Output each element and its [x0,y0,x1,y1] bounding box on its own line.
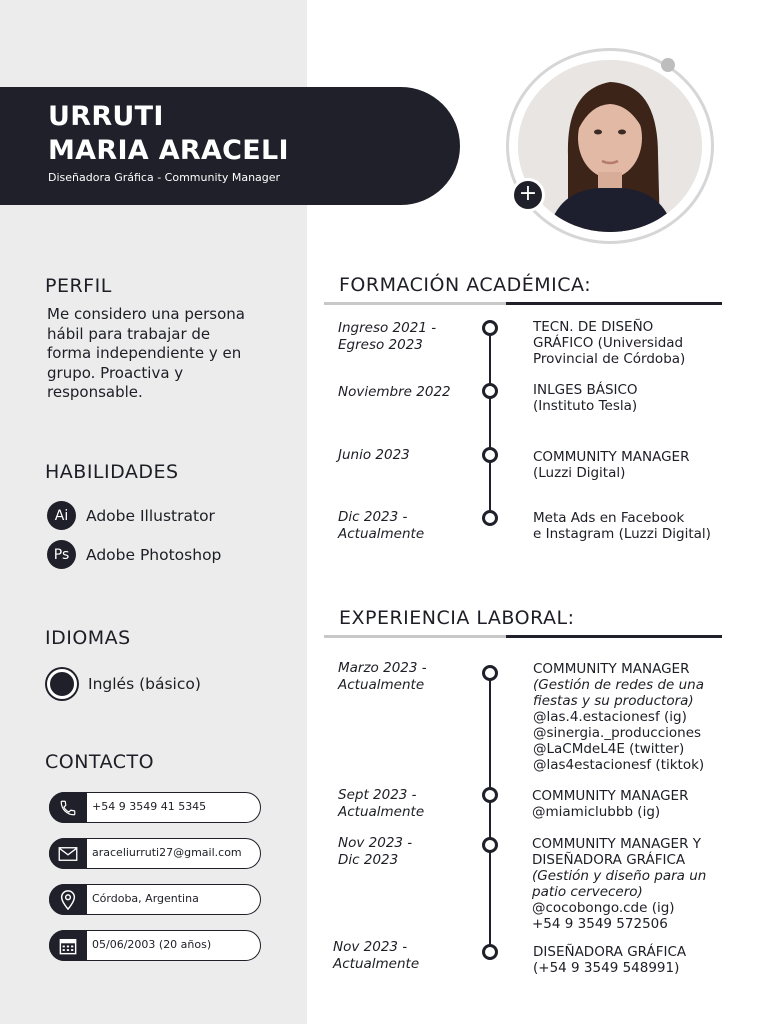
timeline-node [482,510,498,526]
contact-birthdate-text: 05/06/2003 (20 años) [92,938,212,951]
timeline-line [489,672,491,952]
contact-email-text: araceliurruti27@gmail.com [92,846,242,859]
language-item [47,669,201,699]
mail-icon [49,838,87,869]
experiencia-heading: EXPERIENCIA LABORAL: [339,607,575,629]
calendar-icon [49,930,87,961]
timeline-node [482,383,498,399]
formacion-entry: TECN. DE DISEÑO GRÁFICO (Universidad Provincial de Córdoba) [533,319,686,367]
contact-phone-text: +54 9 3549 41 5345 [92,800,207,813]
experiencia-entry: DISEÑADORA GRÁFICA (+54 9 3549 548991) [533,944,687,976]
contact-birthdate [49,930,261,961]
experiencia-entry: COMMUNITY MANAGER (Gestión de redes de una fiestas y su productora) @las.4.estacionesf (ig) @sinergia._producciones @LaCMdeL4E (twitter) @las4estacionesf (tiktok) [533,661,705,773]
contact-location-text: Córdoba, Argentina [92,892,199,905]
formacion-date: Junio 2023 [338,447,410,463]
job-subtitle: Diseñadora Gráfica - Community Manager [48,171,281,184]
timeline-line [489,328,491,518]
contact-email [49,838,261,869]
photoshop-icon: Ps [47,540,76,569]
experiencia-date: Sept 2023 - Actualmente [338,787,425,820]
profile-photo [518,60,702,232]
experiencia-entry: COMMUNITY MANAGER @miamiclubbb (ig) [532,788,689,820]
section-rule [324,635,506,638]
photo-decor-dot [661,58,675,72]
formacion-date: Noviembre 2022 [338,384,451,400]
formacion-date: Ingreso 2021 - Egreso 2023 [338,320,437,353]
skill-label: Adobe Photoshop [86,545,222,564]
skill-label: Adobe Illustrator [86,506,215,525]
timeline-node [482,787,498,803]
experiencia-date: Marzo 2023 - Actualmente [338,660,427,693]
habilidades-heading: HABILIDADES [45,461,179,483]
language-label: Inglés (básico) [88,675,201,693]
timeline-node [482,665,498,681]
section-rule [324,302,506,305]
timeline-node [482,320,498,336]
contacto-heading: CONTACTO [45,751,155,773]
first-name: MARIA ARACELI [48,135,289,166]
illustrator-icon: Ai [47,501,76,530]
skill-item [47,501,215,530]
perfil-heading: PERFIL [45,275,112,297]
contact-phone [49,792,261,823]
experiencia-entry: COMMUNITY MANAGER Y DISEÑADORA GRÁFICA (Gestión y diseño para un patio cervecero) @cocobongo.cde (ig) +54 9 3549 572506 [532,836,707,932]
section-rule [506,302,722,305]
formacion-entry: COMMUNITY MANAGER (Luzzi Digital) [533,449,690,481]
experiencia-date: Nov 2023 - Dic 2023 [338,835,413,868]
experiencia-date: Nov 2023 - Actualmente [333,939,420,972]
formacion-entry: INLGES BÁSICO (Instituto Tesla) [533,382,638,414]
perfil-text: Me considero una persona hábil para trabajar de forma independiente y en grupo. Proactiva y responsable. [47,305,245,401]
phone-icon [49,792,87,823]
skill-item [47,540,221,569]
add-photo-button[interactable]: + [511,178,545,212]
language-level-icon [47,669,77,699]
section-rule [506,635,722,638]
contact-location [49,884,261,915]
timeline-node [482,944,498,960]
last-name: URRUTI [48,101,164,132]
formacion-date: Dic 2023 - Actualmente [338,509,425,542]
timeline-node [482,447,498,463]
location-pin-icon [49,884,87,915]
timeline-node [482,837,498,853]
idiomas-heading: IDIOMAS [45,627,131,649]
formacion-heading: FORMACIÓN ACADÉMICA: [339,274,592,296]
formacion-entry: Meta Ads en Facebook e Instagram (Luzzi Digital) [533,510,711,542]
